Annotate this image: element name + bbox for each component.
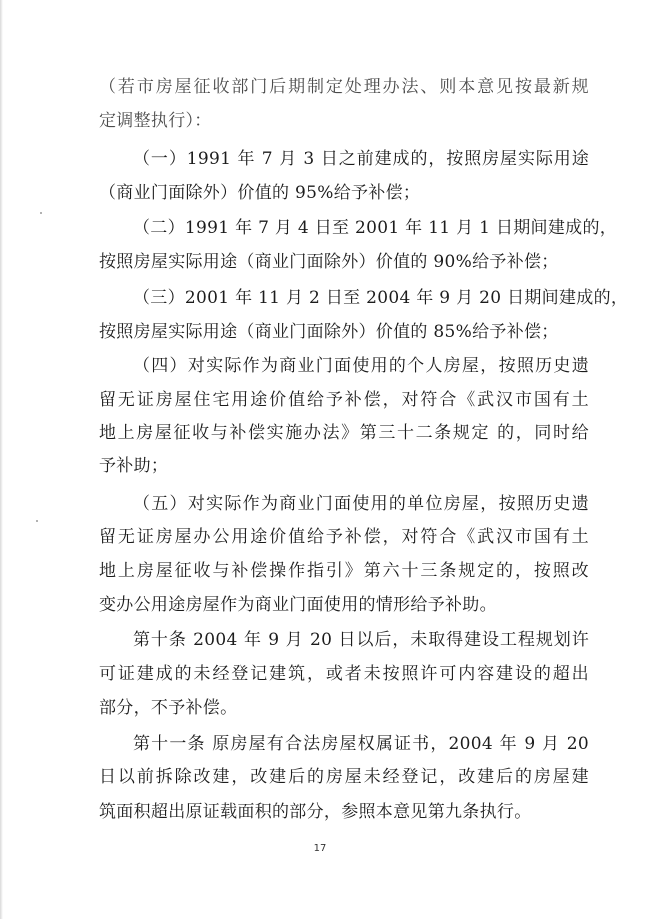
clause-4-line-3: 地上房屋征收与补偿实施办法》第三十二条规定 的，同时给 — [99, 423, 589, 443]
clause-3-line-1: （三）2001 年 11 月 2 日至 2004 年 9 月 20 日期间建成的， — [133, 288, 629, 308]
article-10-line-3: 部分，不予补偿。 — [99, 698, 238, 718]
article-10-line-1: 第十条 2004 年 9 月 20 日以后，未取得建设工程规划许 — [133, 630, 589, 650]
clause-4-line-1: （四）对实际作为商业门面使用的个人房屋，按照历史遗 — [133, 356, 589, 376]
article-10-line-2: 可证建成的未经登记建筑，或者未按照许可内容建设的超出 — [99, 664, 589, 684]
article-11-line-2: 日以前拆除改建，改建后的房屋未经登记，改建后的房屋建 — [99, 767, 589, 787]
clause-4-line-2: 留无证房屋住宅用途价值给予补偿，对符合《武汉市国有土 — [99, 390, 589, 410]
note-line-2: 定调整执行）： — [99, 111, 212, 131]
clause-1-line-2: （商业门面除外）价值的 95%给予补偿； — [99, 183, 421, 203]
scan-speck — [40, 212, 42, 214]
page-number: 17 — [313, 843, 327, 854]
clause-2-line-1: （二）1991 年 7 月 4 日至 2001 年 11 月 1 日期间建成的， — [133, 218, 618, 238]
note-line-1: （若市房屋征收部门后期制定处理办法、则本意见按最新规 — [99, 77, 589, 97]
clause-5-line-3: 地上房屋征收与补偿操作指引》第六十三条规定的，按照改 — [99, 561, 589, 581]
binding-edge — [0, 0, 3, 919]
clause-5-line-1: （五）对实际作为商业门面使用的单位房屋，按照历史遗 — [133, 494, 589, 514]
clause-1-line-1: （一）1991 年 7 月 3 日之前建成的，按照房屋实际用途 — [133, 149, 589, 169]
clause-3-line-2: 按照房屋实际用途（商业门面除外）价值的 85%给予补偿； — [99, 322, 559, 342]
clause-4-line-4: 予补助； — [99, 456, 169, 476]
article-11-line-3: 筑面积超出原证载面积的部分，参照本意见第九条执行。 — [99, 802, 532, 822]
article-11-line-1: 第十一条 原房屋有合法房屋权属证书，2004 年 9 月 20 — [133, 734, 589, 754]
scan-speck — [36, 520, 38, 522]
clause-5-line-4: 变办公用途房屋作为商业门面使用的情形给予补助。 — [99, 595, 497, 615]
clause-2-line-2: 按照房屋实际用途（商业门面除外）价值的 90%给予补偿； — [99, 252, 559, 272]
clause-5-line-2: 留无证房屋办公用途价值给予补偿，对符合《武汉市国有土 — [99, 527, 589, 547]
